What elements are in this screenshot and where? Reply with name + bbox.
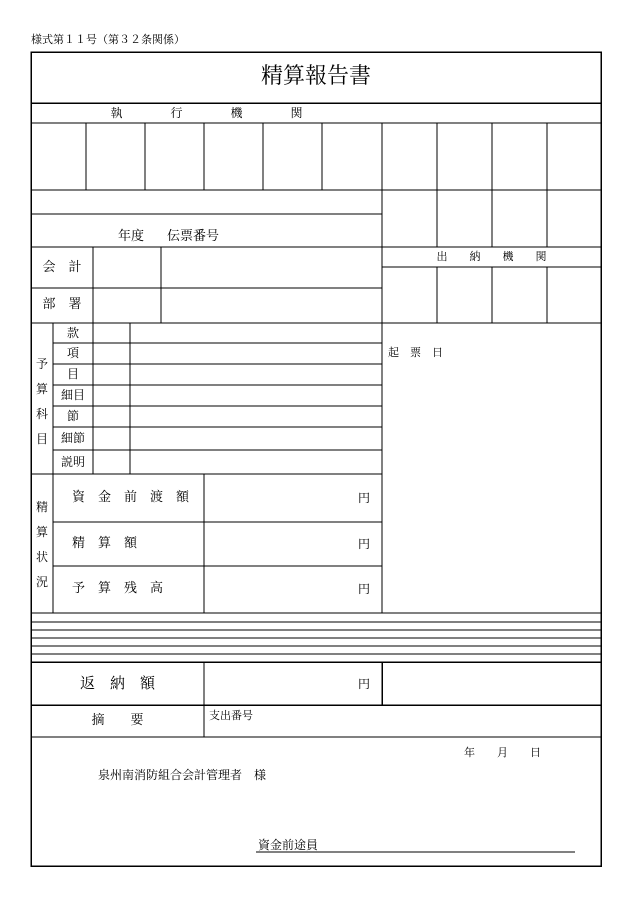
page-title: 精算報告書 [260,64,371,89]
fiscal-year-label: 年度 [118,229,145,244]
budget-row-moku: 目 [66,367,79,381]
budget-row-kou: 項 [66,346,79,360]
date-line: 年 月 日 [464,746,541,759]
addressee: 泉州南消防組合会計管理者 様 [98,768,267,782]
budget-balance-unit: 円 [358,582,371,596]
budget-row-saimoku: 細目 [60,388,85,402]
summary-label: 摘 要 [91,713,144,728]
budget-row-setsumei: 説明 [60,455,85,469]
payment-number-label: 支出番号 [209,709,253,722]
budget-row-saisetsu: 細節 [60,431,85,445]
settlement-amount-unit: 円 [358,537,371,551]
refund-unit: 円 [358,677,371,691]
voucher-number-label: 伝票番号 [167,229,220,244]
issue-date-label: 起 票 日 [388,346,443,359]
signatory-label: 資金前途員 [258,838,319,852]
account-label: 会 計 [42,260,82,275]
refund-label: 返 納 額 [79,674,155,692]
settlement-amount-label: 精 算 額 [72,536,138,551]
settlement-section-label: 精 算 状 況 [35,500,48,589]
budget-section-label: 予 算 科 目 [35,357,48,446]
budget-row-kan: 款 [66,326,79,340]
department-label: 部 署 [42,297,82,312]
executing-agency-label: 執 行 機 関 [110,106,303,120]
budget-balance-label: 予 算 残 高 [72,581,164,596]
form-number: 様式第１１号（第３２条関係） [31,33,185,46]
advance-payment-unit: 円 [358,491,371,505]
advance-payment-label: 資 金 前 渡 額 [72,490,190,505]
budget-row-setsu: 節 [66,409,79,423]
disbursing-agency-label: 出 納 機 関 [436,250,547,263]
